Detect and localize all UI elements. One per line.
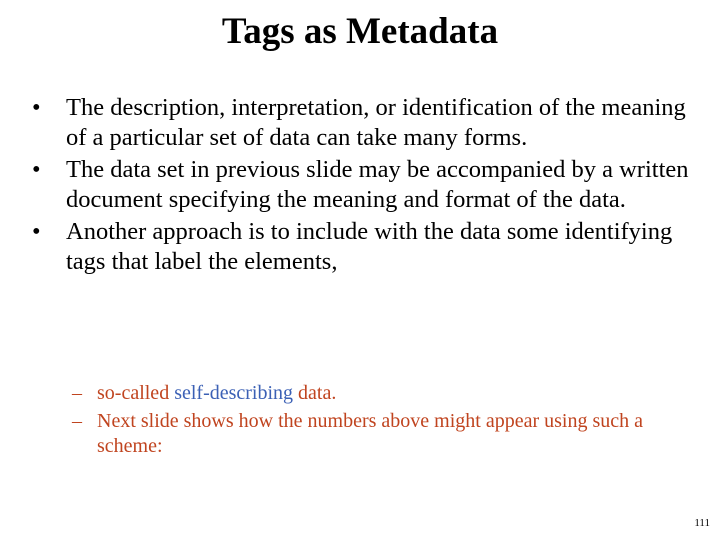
bullet-item — [30, 217, 690, 278]
sub-bullet-text-after: data. — [293, 382, 337, 404]
page-number: 111 — [694, 517, 710, 529]
bullet-marker: • — [32, 217, 41, 245]
self-describing-highlight: self-describing — [174, 382, 294, 404]
bullet-list — [30, 93, 690, 278]
sub-bullet-text-before: so-called — [97, 382, 175, 404]
sub-bullet-item — [72, 381, 652, 406]
bullet-text: The data set in previous slide may be accompanied by a written document specifying the meaning and format of the data. — [66, 155, 689, 214]
bullet-item — [30, 155, 690, 216]
sub-bullet-text: Next slide shows how the numbers above might appear using such a scheme: — [97, 410, 644, 457]
bullet-item — [30, 93, 690, 154]
bullet-text: The description, interpretation, or identification of the meaning of a particular set of data can take many forms. — [66, 94, 686, 152]
sub-bullet-item — [72, 409, 652, 459]
dash-marker: – — [72, 410, 82, 432]
slide-title: Tags as Metadata — [221, 11, 499, 52]
dash-marker: – — [72, 382, 82, 404]
bullet-marker: • — [32, 94, 41, 121]
sub-bullet-list — [72, 381, 652, 462]
bullet-text: Another approach is to include with the data some identifying tags that label the elements, — [66, 217, 673, 276]
bullet-marker: • — [32, 155, 41, 183]
sub-bullet-text — [97, 382, 336, 404]
